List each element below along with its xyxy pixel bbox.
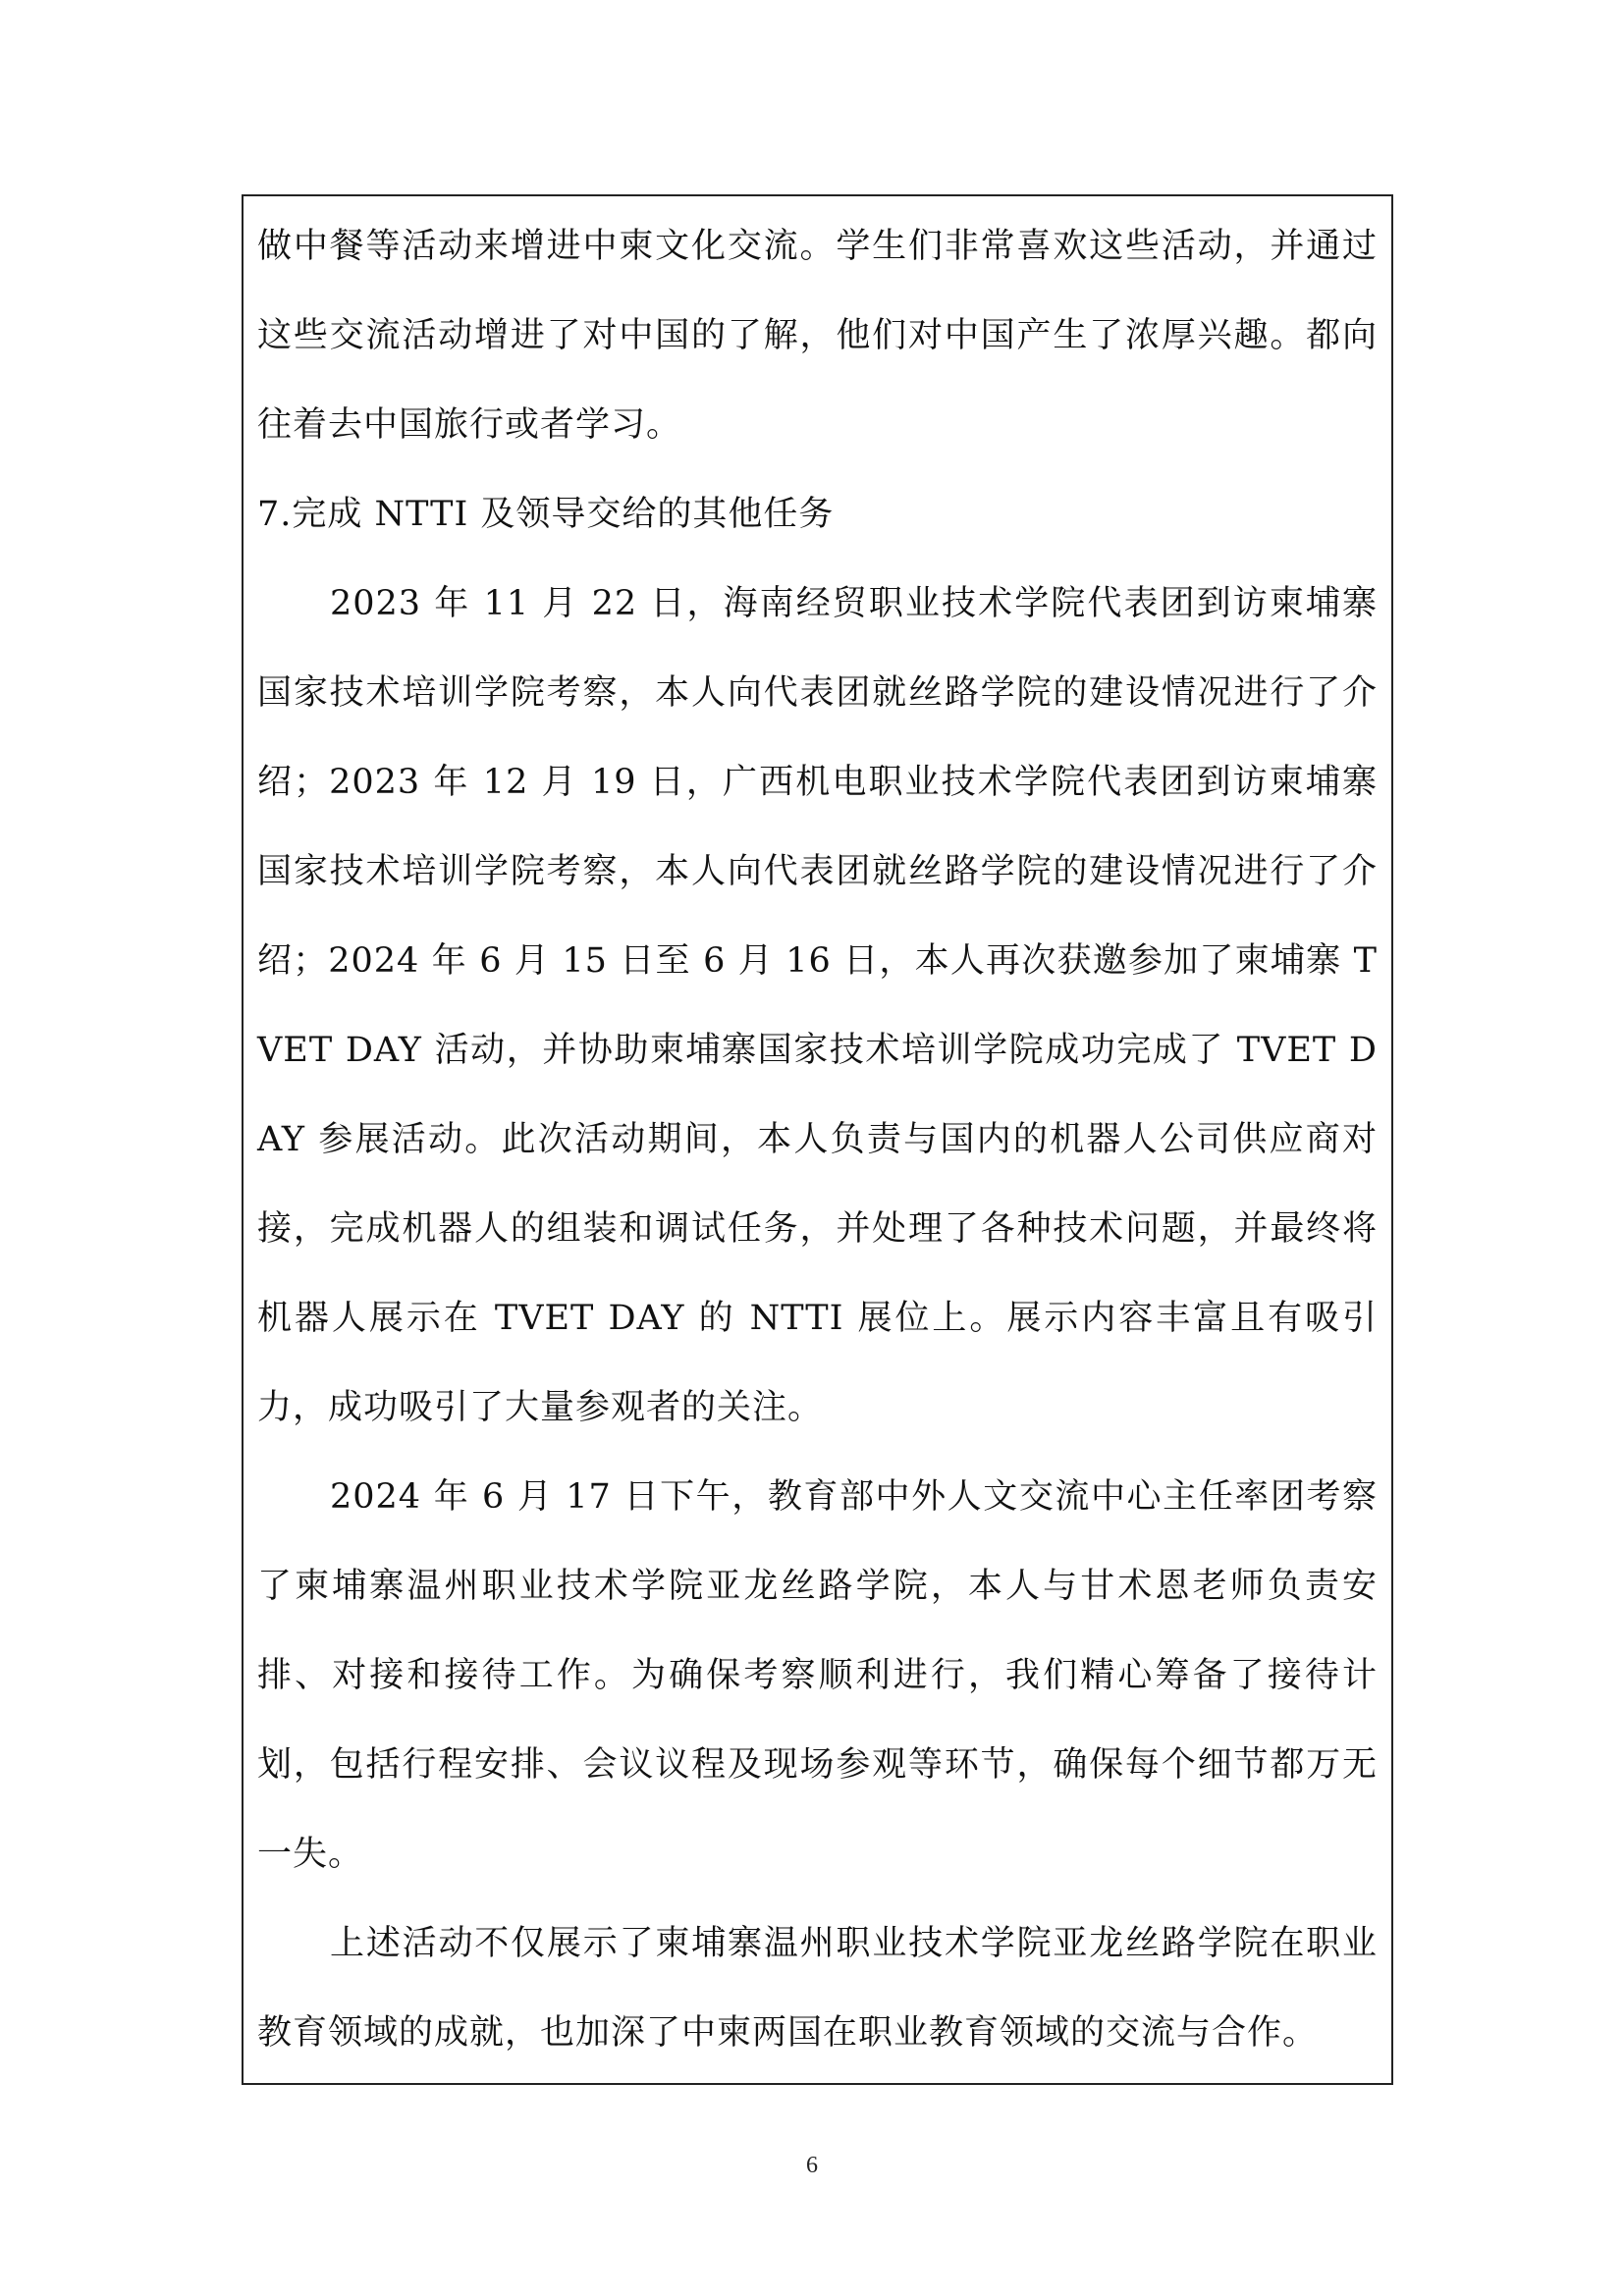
content-box	[242, 194, 1393, 2085]
paragraph-cultural-exchange: 做中餐等活动来增进中柬文化交流。学生们非常喜欢这些活动，并通过这些交流活动增进了对中国的了解，他们对中国产生了浓厚兴趣。都向往着去中国旅行或者学习。	[257, 227, 1378, 445]
paragraph-summary: 上述活动不仅展示了柬埔寨温州职业技术学院亚龙丝路学院在职业教育领域的成就，也加深了中柬两国在职业教育领域的交流与合作。	[257, 1924, 1378, 2053]
paragraph-delegation-visits: 2023 年 11 月 22 日，海南经贸职业技术学院代表团到访柬埔寨国家技术培训学院考察，本人向代表团就丝路学院的建设情况进行了介绍；2023 年 12 月 19 日，广西机电职业技术学院代表团到访柬埔寨国家技术培训学院考察，本人向代表团就丝路学院的建设情况进行了介绍；2024 年 6 月 15 日至 6 月 16 日，本人再次获邀参加了柬埔寨 TVET DAY 活动，并协助柬埔寨国家技术培训学院成功完成了 TVET DAY 参展活动。此次活动期间，本人负责与国内的机器人公司供应商对接，完成机器人的组装和调试任务，并处理了各种技术问题，并最终将机器人展示在 TVET DAY 的 NTTI 展位上。展示内容丰富且有吸引力，成功吸引了大量参观者的关注。	[257, 584, 1378, 1427]
section-heading-other-tasks: 7.完成 NTTI 及领导交给的其他任务	[257, 495, 835, 534]
page-number: 6	[806, 2153, 818, 2178]
paragraph-ministry-visit: 2024 年 6 月 17 日下午，教育部中外人文交流中心主任率团考察了柬埔寨温州职业技术学院亚龙丝路学院，本人与甘术恩老师负责安排、对接和接待工作。为确保考察顺利进行，我们精心筹备了接待计划，包括行程安排、会议议程及现场参观等环节，确保每个细节都万无一失。	[257, 1477, 1378, 1874]
